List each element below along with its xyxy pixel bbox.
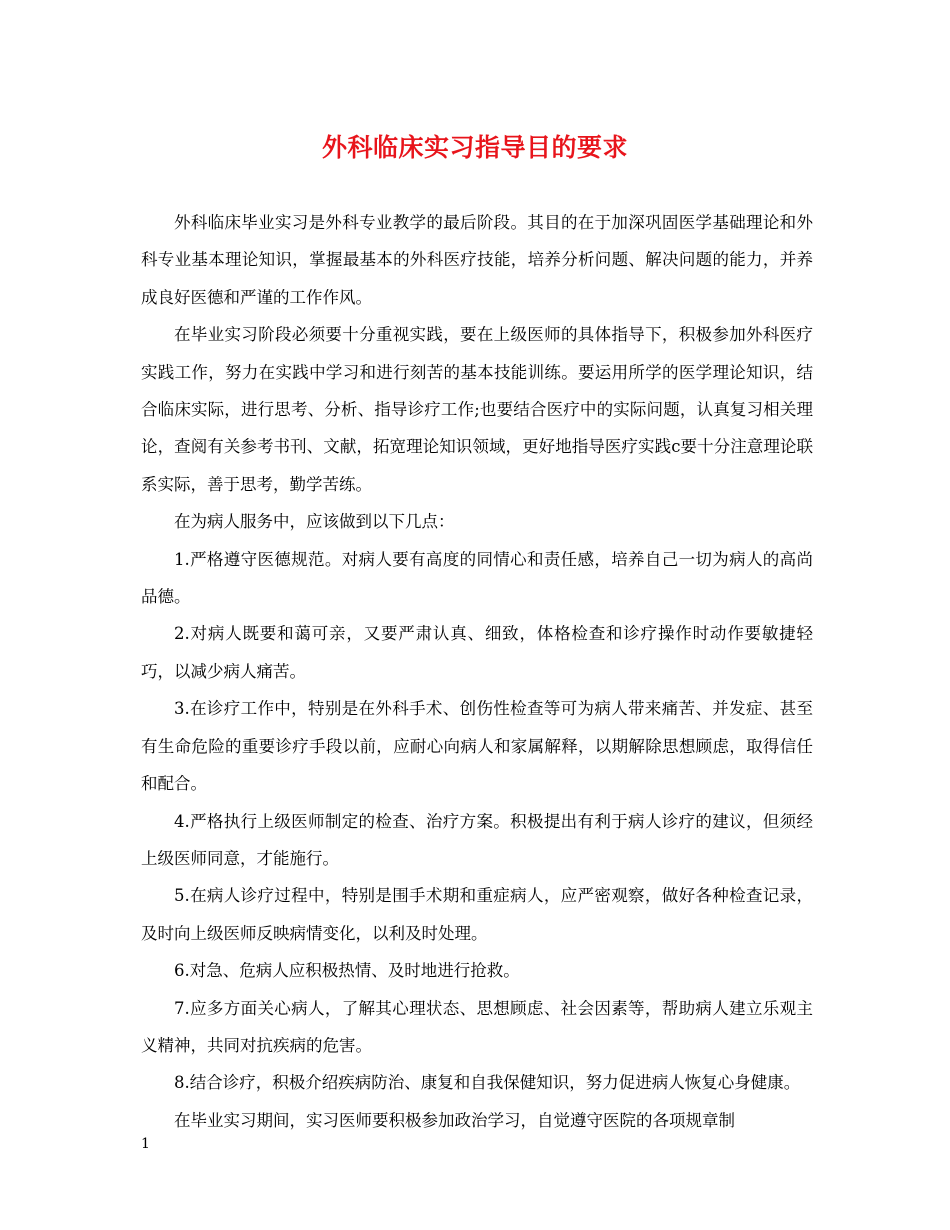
list-item-6: 6.对急、危病人应积极热情、及时地进行抢救。 — [174, 961, 520, 981]
list-item-3: 3.在诊疗工作中，特别是在外科手术、创伤性检查等可为病人带来痛苦、并发症、甚至有生命危险的重要诊疗手段以前，应耐心向病人和家属解释，以期解除思想顾虑，取得信任和配合。 — [141, 699, 813, 794]
document-body — [141, 204, 813, 1139]
list-item-7: 7.应多方面关心病人，了解其心理状态、思想顾虑、社会因素等，帮助病人建立乐观主义精神，共同对抗疾病的危害。 — [141, 998, 813, 1055]
list-item-4: 4.严格执行上级医师制定的检查、治疗方案。积极提出有利于病人诊疗的建议，但须经上级医师同意，才能施行。 — [141, 811, 813, 868]
list-item-1: 1.严格遵守医德规范。对病人要有高度的同情心和责任感，培养自己一切为病人的高尚品德。 — [141, 549, 813, 607]
document-title: 外科临床实习指导目的要求 — [321, 133, 628, 162]
list-item-2: 2.对病人既要和蔼可亲，又要严肃认真、细致，体格检查和诊疗操作时动作要敏捷轻巧，以减少病人痛苦。 — [141, 624, 813, 681]
page-number: 1 — [141, 1136, 150, 1152]
paragraph-practice: 在毕业实习阶段必须要十分重视实践，要在上级医师的具体指导下，积极参加外科医疗实践工作，努力在实践中学习和进行刻苦的基本技能训练。要运用所学的医学理论知识，结合临床实际，进行思考、分析、指导诊疗工作;也要结合医疗中的实际问题，认真复习相关理论，查阅有关参考书刊、文献，拓宽理论知识领域，更好地指导医疗实践c要十分注意理论联系实际，善于思考，勤学苦练。 — [141, 325, 813, 494]
paragraph-intro: 外科临床毕业实习是外科专业教学的最后阶段。其目的在于加深巩固医学基础理论和外科专业基本理论知识，掌握最基本的外科医疗技能，培养分析问题、解决问题的能力，并养成良好医德和严谨的工作作风。 — [141, 213, 813, 307]
paragraph-closing: 在毕业实习期间，实习医师要积极参加政治学习，自觉遵守医院的各项规章制 — [174, 1110, 735, 1130]
paragraph-service-lead: 在为病人服务中，应该做到以下几点： — [174, 512, 455, 532]
list-item-5: 5.在病人诊疗过程中，特别是围手术期和重症病人，应严密观察，做好各种检查记录，及时向上级医师反映病情变化，以利及时处理。 — [141, 886, 813, 943]
list-item-8: 8.结合诊疗，积极介绍疾病防治、康复和自我保健知识，努力促进病人恢复心身健康。 — [174, 1073, 801, 1093]
